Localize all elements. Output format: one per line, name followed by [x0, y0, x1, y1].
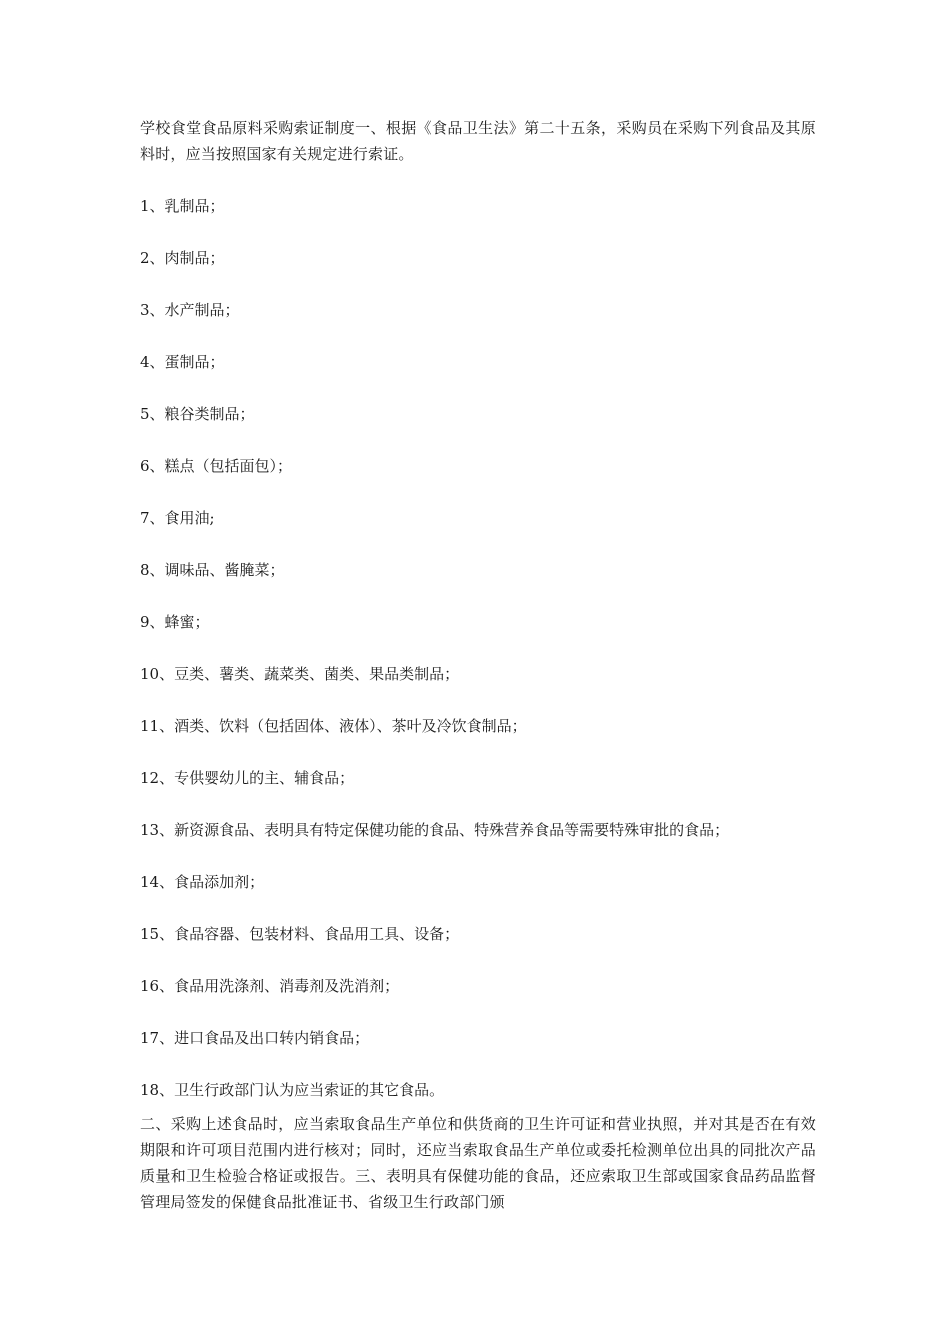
list-item: 5、粮谷类制品；: [140, 405, 255, 423]
list-item: 11、酒类、饮料（包括固体、液体）、茶叶及冷饮食制品；: [140, 717, 527, 735]
list-item: 4、蛋制品；: [140, 353, 225, 371]
list-item: 18、卫生行政部门认为应当索证的其它食品。: [140, 1081, 445, 1099]
list-item: 2、肉制品；: [140, 249, 225, 267]
closing-paragraph: 二、采购上述食品时，应当索取食品生产单位和供货商的卫生许可证和营业执照，并对其是否在有效期限和许可项目范围内进行核对；同时，还应当索取食品生产单位或委托检测单位出具的同批次产品质量和卫生检验合格证或报告。三、表明具有保健功能的食品，还应索取卫生部或国家食品药品监督管理局签发的保健食品批准证书、省级卫生行政部门颁: [140, 1115, 816, 1211]
list-item: 9、蜂蜜；: [140, 613, 210, 631]
list-item: 16、食品用洗涤剂、消毒剂及洗消剂；: [140, 977, 400, 995]
list-item: 6、糕点（包括面包）；: [140, 457, 293, 475]
list-item: 17、进口食品及出口转内销食品；: [140, 1029, 370, 1047]
list-item: 1、乳制品；: [140, 197, 225, 215]
document-page: [140, 115, 816, 1215]
list-item: 12、专供婴幼儿的主、辅食品；: [140, 769, 355, 787]
list-item: 15、食品容器、包装材料、食品用工具、设备；: [140, 925, 460, 943]
list-item: 10、豆类、薯类、蔬菜类、菌类、果品类制品；: [140, 665, 460, 683]
list-item: 3、水产制品；: [140, 301, 240, 319]
list-item: 14、食品添加剂；: [140, 873, 265, 891]
list-item: 13、新资源食品、表明具有特定保健功能的食品、特殊营养食品等需要特殊审批的食品；: [140, 821, 730, 839]
list-item: 8、调味品、酱腌菜；: [140, 561, 285, 579]
intro-paragraph: 学校食堂食品原料采购索证制度一、根据《食品卫生法》第二十五条，采购员在采购下列食品及其原料时，应当按照国家有关规定进行索证。: [140, 119, 816, 163]
food-category-list: [140, 193, 816, 1103]
list-item: 7、食用油;: [140, 509, 215, 527]
